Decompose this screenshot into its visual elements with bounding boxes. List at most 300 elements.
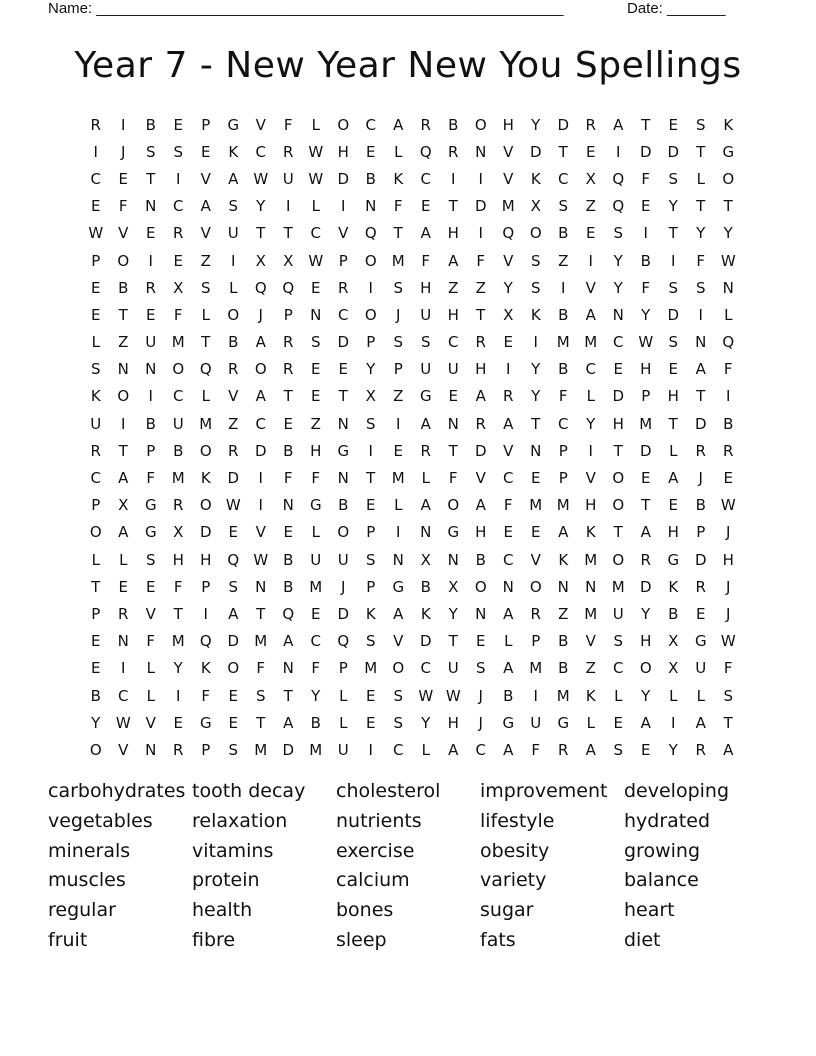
grid-letter[interactable]: H xyxy=(475,523,487,542)
grid-letter[interactable]: F xyxy=(173,577,183,596)
grid-letter[interactable]: Q xyxy=(254,278,267,297)
grid-letter[interactable]: B xyxy=(503,686,514,705)
grid-letter[interactable]: S xyxy=(668,333,679,352)
grid-letter[interactable]: T xyxy=(723,713,733,732)
grid-letter[interactable]: L xyxy=(91,550,100,569)
grid-letter[interactable]: S xyxy=(228,577,239,596)
grid-letter[interactable]: N xyxy=(447,550,459,569)
grid-letter[interactable]: N xyxy=(145,197,157,216)
grid-letter[interactable]: Z xyxy=(310,414,321,433)
grid-letter[interactable]: A xyxy=(420,224,431,243)
grid-letter[interactable]: E xyxy=(723,469,733,488)
grid-letter[interactable]: O xyxy=(199,441,212,460)
grid-letter[interactable]: F xyxy=(283,115,293,134)
grid-letter[interactable]: O xyxy=(227,659,240,678)
grid-letter[interactable]: F xyxy=(531,740,541,759)
grid-letter[interactable]: R xyxy=(695,441,706,460)
grid-letter[interactable]: E xyxy=(503,523,513,542)
grid-letter[interactable]: I xyxy=(671,713,676,732)
grid-letter[interactable]: F xyxy=(448,469,458,488)
grid-letter[interactable]: B xyxy=(173,441,184,460)
grid-letter[interactable]: K xyxy=(585,523,596,542)
grid-letter[interactable]: D xyxy=(474,197,487,216)
grid-letter[interactable]: B xyxy=(558,305,569,324)
grid-letter[interactable]: L xyxy=(339,713,348,732)
grid-letter[interactable]: H xyxy=(667,523,679,542)
grid-letter[interactable]: D xyxy=(337,604,350,623)
grid-letter[interactable]: Y xyxy=(421,713,431,732)
grid-letter[interactable]: R xyxy=(530,604,541,623)
grid-letter[interactable]: J xyxy=(121,142,126,161)
grid-letter[interactable]: D xyxy=(612,387,625,406)
grid-letter[interactable]: E xyxy=(641,197,651,216)
grid-letter[interactable]: P xyxy=(558,469,568,488)
grid-letter[interactable]: H xyxy=(640,360,652,379)
grid-letter[interactable]: H xyxy=(447,224,459,243)
grid-letter[interactable]: K xyxy=(530,305,541,324)
grid-letter[interactable]: U xyxy=(90,414,102,433)
grid-letter[interactable]: V xyxy=(503,251,514,270)
grid-letter[interactable]: C xyxy=(338,305,349,324)
grid-letter[interactable]: C xyxy=(393,740,404,759)
grid-letter[interactable]: I xyxy=(368,278,373,297)
grid-letter[interactable]: A xyxy=(475,496,486,515)
grid-letter[interactable]: N xyxy=(282,496,294,515)
grid-letter[interactable]: V xyxy=(503,441,514,460)
grid-letter[interactable]: R xyxy=(283,360,294,379)
grid-letter[interactable]: R xyxy=(90,441,101,460)
grid-letter[interactable]: Q xyxy=(612,197,625,216)
grid-letter[interactable]: N xyxy=(145,740,157,759)
grid-letter[interactable]: A xyxy=(695,360,706,379)
grid-letter[interactable]: I xyxy=(588,251,593,270)
grid-letter[interactable]: R xyxy=(503,387,514,406)
grid-letter[interactable]: Y xyxy=(668,740,678,759)
grid-letter[interactable]: U xyxy=(337,740,349,759)
grid-letter[interactable]: D xyxy=(667,142,680,161)
grid-letter[interactable]: X xyxy=(668,632,679,651)
grid-letter[interactable]: R xyxy=(723,441,734,460)
grid-letter[interactable]: E xyxy=(283,523,293,542)
grid-letter[interactable]: L xyxy=(91,333,100,352)
grid-letter[interactable]: J xyxy=(698,469,703,488)
grid-letter[interactable]: Y xyxy=(696,224,706,243)
grid-letter[interactable]: F xyxy=(311,469,321,488)
grid-letter[interactable]: Q xyxy=(227,550,240,569)
grid-letter[interactable]: U xyxy=(145,333,157,352)
grid-letter[interactable]: F xyxy=(723,360,733,379)
grid-letter[interactable]: A xyxy=(255,387,266,406)
grid-letter[interactable]: A xyxy=(695,713,706,732)
grid-letter[interactable]: C xyxy=(365,115,376,134)
grid-letter[interactable]: Y xyxy=(448,604,458,623)
grid-letter[interactable]: N xyxy=(255,577,267,596)
grid-letter[interactable]: O xyxy=(89,740,102,759)
grid-letter[interactable]: N xyxy=(585,577,597,596)
grid-letter[interactable]: S xyxy=(393,686,404,705)
grid-letter[interactable]: Q xyxy=(612,169,625,188)
grid-letter[interactable]: C xyxy=(310,224,321,243)
grid-letter[interactable]: H xyxy=(722,550,734,569)
grid-letter[interactable]: T xyxy=(448,632,458,651)
grid-letter[interactable]: T xyxy=(448,441,458,460)
grid-letter[interactable]: V xyxy=(228,387,239,406)
grid-letter[interactable]: I xyxy=(561,278,566,297)
grid-letter[interactable]: Y xyxy=(531,360,541,379)
grid-letter[interactable]: H xyxy=(200,550,212,569)
grid-letter[interactable]: C xyxy=(90,469,101,488)
grid-letter[interactable]: C xyxy=(585,360,596,379)
grid-letter[interactable]: E xyxy=(668,496,678,515)
grid-letter[interactable]: G xyxy=(199,713,212,732)
grid-letter[interactable]: I xyxy=(451,169,456,188)
grid-letter[interactable]: Y xyxy=(723,224,733,243)
grid-letter[interactable]: B xyxy=(695,496,706,515)
grid-letter[interactable]: M xyxy=(391,251,405,270)
grid-letter[interactable]: S xyxy=(695,115,706,134)
grid-letter[interactable]: S xyxy=(393,278,404,297)
grid-letter[interactable]: K xyxy=(585,686,596,705)
grid-letter[interactable]: A xyxy=(283,632,294,651)
grid-letter[interactable]: F xyxy=(173,305,183,324)
grid-letter[interactable]: E xyxy=(283,414,293,433)
grid-letter[interactable]: C xyxy=(173,197,184,216)
grid-letter[interactable]: T xyxy=(283,224,293,243)
grid-letter[interactable]: G xyxy=(309,496,322,515)
grid-letter[interactable]: E xyxy=(476,632,486,651)
grid-letter[interactable]: T xyxy=(256,713,266,732)
grid-letter[interactable]: F xyxy=(146,469,156,488)
grid-letter[interactable]: W xyxy=(225,496,241,515)
grid-letter[interactable]: I xyxy=(286,197,291,216)
grid-letter[interactable]: Z xyxy=(558,251,569,270)
grid-letter[interactable]: A xyxy=(255,333,266,352)
grid-letter[interactable]: E xyxy=(201,142,211,161)
grid-letter[interactable]: O xyxy=(364,251,377,270)
grid-letter[interactable]: V xyxy=(585,632,596,651)
grid-letter[interactable]: T xyxy=(201,333,211,352)
grid-letter[interactable]: S xyxy=(145,550,156,569)
grid-letter[interactable]: V xyxy=(585,469,596,488)
grid-letter[interactable]: X xyxy=(118,496,129,515)
grid-letter[interactable]: F xyxy=(503,496,513,515)
grid-letter[interactable]: T xyxy=(696,197,706,216)
grid-letter[interactable]: N xyxy=(337,469,349,488)
grid-letter[interactable]: Y xyxy=(586,414,596,433)
grid-letter[interactable]: P xyxy=(641,387,651,406)
grid-letter[interactable]: N xyxy=(392,550,404,569)
grid-letter[interactable]: Q xyxy=(199,632,212,651)
grid-letter[interactable]: M xyxy=(584,604,598,623)
grid-letter[interactable]: N xyxy=(475,142,487,161)
grid-letter[interactable]: O xyxy=(117,387,130,406)
grid-letter[interactable]: X xyxy=(173,278,184,297)
grid-letter[interactable]: M xyxy=(309,577,323,596)
grid-letter[interactable]: Q xyxy=(722,333,735,352)
grid-letter[interactable]: S xyxy=(530,251,541,270)
grid-letter[interactable]: S xyxy=(530,278,541,297)
grid-letter[interactable]: S xyxy=(613,224,624,243)
grid-letter[interactable]: J xyxy=(726,577,731,596)
grid-letter[interactable]: L xyxy=(696,169,705,188)
grid-letter[interactable]: U xyxy=(420,360,432,379)
grid-letter[interactable]: Y xyxy=(173,659,183,678)
grid-letter[interactable]: F xyxy=(476,251,486,270)
grid-letter[interactable]: F xyxy=(421,251,431,270)
grid-letter[interactable]: H xyxy=(667,387,679,406)
grid-letter[interactable]: K xyxy=(530,169,541,188)
grid-letter[interactable]: B xyxy=(448,115,459,134)
grid-letter[interactable]: Y xyxy=(311,686,321,705)
grid-letter[interactable]: W xyxy=(720,251,736,270)
grid-letter[interactable]: I xyxy=(231,251,236,270)
grid-letter[interactable]: S xyxy=(668,278,679,297)
grid-letter[interactable]: B xyxy=(558,632,569,651)
grid-letter[interactable]: K xyxy=(668,577,679,596)
grid-letter[interactable]: N xyxy=(282,659,294,678)
grid-letter[interactable]: L xyxy=(201,387,210,406)
grid-letter[interactable]: Y xyxy=(503,278,513,297)
grid-letter[interactable]: L xyxy=(504,632,513,651)
grid-letter[interactable]: T xyxy=(448,197,458,216)
grid-letter[interactable]: V xyxy=(200,169,211,188)
grid-letter[interactable]: W xyxy=(418,686,434,705)
grid-letter[interactable]: V xyxy=(503,142,514,161)
grid-letter[interactable]: B xyxy=(668,604,679,623)
grid-letter[interactable]: I xyxy=(478,169,483,188)
grid-letter[interactable]: G xyxy=(144,523,157,542)
grid-letter[interactable]: B xyxy=(338,496,349,515)
grid-letter[interactable]: U xyxy=(282,169,294,188)
grid-letter[interactable]: P xyxy=(91,496,101,515)
grid-letter[interactable]: C xyxy=(420,659,431,678)
grid-letter[interactable]: U xyxy=(530,713,542,732)
grid-letter[interactable]: U xyxy=(310,550,322,569)
grid-letter[interactable]: E xyxy=(586,142,596,161)
grid-letter[interactable]: O xyxy=(172,360,185,379)
grid-letter[interactable]: S xyxy=(228,197,239,216)
grid-letter[interactable]: T xyxy=(91,577,101,596)
grid-letter[interactable]: J xyxy=(396,305,401,324)
grid-letter[interactable]: R xyxy=(420,115,431,134)
grid-letter[interactable]: D xyxy=(474,441,487,460)
grid-letter[interactable]: I xyxy=(671,251,676,270)
grid-letter[interactable]: A xyxy=(200,197,211,216)
grid-letter[interactable]: G xyxy=(392,577,405,596)
grid-letter[interactable]: R xyxy=(283,333,294,352)
grid-letter[interactable]: R xyxy=(145,278,156,297)
grid-letter[interactable]: U xyxy=(337,550,349,569)
grid-letter[interactable]: J xyxy=(258,305,263,324)
grid-letter[interactable]: S xyxy=(393,333,404,352)
grid-letter[interactable]: B xyxy=(228,333,239,352)
grid-letter[interactable]: E xyxy=(613,360,623,379)
grid-letter[interactable]: X xyxy=(503,305,514,324)
grid-letter[interactable]: A xyxy=(228,169,239,188)
grid-letter[interactable]: H xyxy=(447,305,459,324)
grid-letter[interactable]: U xyxy=(612,604,624,623)
grid-letter[interactable]: M xyxy=(254,632,268,651)
grid-letter[interactable]: B xyxy=(558,360,569,379)
grid-letter[interactable]: D xyxy=(639,142,652,161)
grid-letter[interactable]: Z xyxy=(558,604,569,623)
grid-letter[interactable]: I xyxy=(341,197,346,216)
grid-letter[interactable]: T xyxy=(283,387,293,406)
grid-letter[interactable]: A xyxy=(503,604,514,623)
grid-letter[interactable]: V xyxy=(255,115,266,134)
grid-letter[interactable]: I xyxy=(506,360,511,379)
grid-letter[interactable]: O xyxy=(529,577,542,596)
grid-letter[interactable]: A xyxy=(668,469,679,488)
grid-letter[interactable]: I xyxy=(396,414,401,433)
grid-letter[interactable]: D xyxy=(694,414,707,433)
grid-letter[interactable]: B xyxy=(365,169,376,188)
grid-letter[interactable]: E xyxy=(366,142,376,161)
grid-letter[interactable]: I xyxy=(148,251,153,270)
grid-letter[interactable]: E xyxy=(146,224,156,243)
grid-letter[interactable]: O xyxy=(612,550,625,569)
grid-letter[interactable]: T xyxy=(283,686,293,705)
grid-letter[interactable]: V xyxy=(255,523,266,542)
grid-letter[interactable]: T xyxy=(723,197,733,216)
grid-letter[interactable]: A xyxy=(640,523,651,542)
grid-letter[interactable]: S xyxy=(613,632,624,651)
grid-letter[interactable]: F xyxy=(393,197,403,216)
grid-letter[interactable]: E xyxy=(311,278,321,297)
grid-letter[interactable]: A xyxy=(393,604,404,623)
grid-letter[interactable]: E xyxy=(421,197,431,216)
grid-letter[interactable]: R xyxy=(118,604,129,623)
grid-letter[interactable]: O xyxy=(392,659,405,678)
grid-letter[interactable]: Z xyxy=(448,278,459,297)
grid-letter[interactable]: G xyxy=(447,523,460,542)
grid-letter[interactable]: G xyxy=(694,632,707,651)
grid-letter[interactable]: A xyxy=(723,740,734,759)
grid-letter[interactable]: A xyxy=(558,523,569,542)
grid-letter[interactable]: L xyxy=(201,305,210,324)
grid-letter[interactable]: S xyxy=(228,740,239,759)
grid-letter[interactable]: I xyxy=(588,441,593,460)
grid-letter[interactable]: T xyxy=(118,441,128,460)
grid-letter[interactable]: I xyxy=(121,115,126,134)
grid-letter[interactable]: T xyxy=(641,115,651,134)
grid-letter[interactable]: N xyxy=(612,305,624,324)
grid-letter[interactable]: C xyxy=(558,169,569,188)
grid-letter[interactable]: I xyxy=(698,305,703,324)
grid-letter[interactable]: B xyxy=(118,278,129,297)
grid-letter[interactable]: V xyxy=(503,169,514,188)
grid-letter[interactable]: N xyxy=(337,414,349,433)
grid-letter[interactable]: S xyxy=(668,169,679,188)
grid-letter[interactable]: T xyxy=(256,224,266,243)
grid-letter[interactable]: L xyxy=(394,142,403,161)
grid-letter[interactable]: P xyxy=(393,360,403,379)
grid-letter[interactable]: Y xyxy=(668,197,678,216)
grid-letter[interactable]: Q xyxy=(364,224,377,243)
grid-letter[interactable]: Y xyxy=(613,251,623,270)
grid-letter[interactable]: N xyxy=(695,333,707,352)
grid-letter[interactable]: E xyxy=(366,713,376,732)
grid-letter[interactable]: Z xyxy=(228,414,239,433)
grid-letter[interactable]: I xyxy=(368,740,373,759)
grid-letter[interactable]: P xyxy=(366,577,376,596)
grid-letter[interactable]: G xyxy=(337,441,350,460)
grid-letter[interactable]: T xyxy=(668,224,678,243)
grid-letter[interactable]: V xyxy=(393,632,404,651)
grid-letter[interactable]: H xyxy=(585,496,597,515)
grid-letter[interactable]: U xyxy=(447,659,459,678)
grid-letter[interactable]: F xyxy=(201,686,211,705)
grid-letter[interactable]: M xyxy=(254,740,268,759)
grid-letter[interactable]: S xyxy=(365,632,376,651)
grid-letter[interactable]: B xyxy=(145,115,156,134)
grid-letter[interactable]: E xyxy=(393,441,403,460)
grid-letter[interactable]: I xyxy=(643,224,648,243)
grid-letter[interactable]: T xyxy=(146,169,156,188)
grid-letter[interactable]: L xyxy=(119,550,128,569)
grid-letter[interactable]: I xyxy=(203,604,208,623)
grid-letter[interactable]: Z xyxy=(585,197,596,216)
grid-letter[interactable]: M xyxy=(364,659,378,678)
grid-letter[interactable]: I xyxy=(121,659,126,678)
grid-letter[interactable]: D xyxy=(667,305,680,324)
grid-letter[interactable]: Z xyxy=(118,333,129,352)
grid-letter[interactable]: N xyxy=(447,414,459,433)
grid-letter[interactable]: E xyxy=(91,197,101,216)
grid-letter[interactable]: M xyxy=(199,414,213,433)
grid-letter[interactable]: O xyxy=(337,115,350,134)
grid-letter[interactable]: K xyxy=(228,142,239,161)
grid-letter[interactable]: B xyxy=(640,251,651,270)
grid-letter[interactable]: Y xyxy=(91,713,101,732)
grid-letter[interactable]: E xyxy=(118,577,128,596)
grid-letter[interactable]: S xyxy=(723,686,734,705)
grid-letter[interactable]: M xyxy=(171,333,185,352)
grid-letter[interactable]: R xyxy=(173,740,184,759)
grid-letter[interactable]: E xyxy=(91,632,101,651)
grid-letter[interactable]: P xyxy=(201,115,211,134)
grid-letter[interactable]: K xyxy=(365,604,376,623)
grid-letter[interactable]: L xyxy=(311,115,320,134)
grid-letter[interactable]: R xyxy=(173,496,184,515)
grid-letter[interactable]: E xyxy=(668,360,678,379)
grid-letter[interactable]: C xyxy=(255,142,266,161)
grid-letter[interactable]: L xyxy=(614,686,623,705)
grid-letter[interactable]: T xyxy=(613,441,623,460)
grid-letter[interactable]: E xyxy=(503,333,513,352)
grid-letter[interactable]: C xyxy=(118,686,129,705)
grid-letter[interactable]: G xyxy=(502,713,515,732)
grid-letter[interactable]: E xyxy=(448,387,458,406)
grid-letter[interactable]: R xyxy=(90,115,101,134)
grid-letter[interactable]: W xyxy=(720,632,736,651)
grid-letter[interactable]: P xyxy=(283,305,293,324)
grid-letter[interactable]: A xyxy=(420,414,431,433)
grid-letter[interactable]: O xyxy=(227,305,240,324)
grid-letter[interactable]: R xyxy=(640,550,651,569)
grid-letter[interactable]: Q xyxy=(419,142,432,161)
grid-letter[interactable]: L xyxy=(146,659,155,678)
grid-letter[interactable]: R xyxy=(475,414,486,433)
grid-letter[interactable]: K xyxy=(420,604,431,623)
grid-letter[interactable]: X xyxy=(365,387,376,406)
grid-letter[interactable]: L xyxy=(311,197,320,216)
grid-letter[interactable]: H xyxy=(502,115,514,134)
grid-letter[interactable]: S xyxy=(365,414,376,433)
grid-letter[interactable]: J xyxy=(478,713,483,732)
grid-letter[interactable]: R xyxy=(338,278,349,297)
grid-letter[interactable]: T xyxy=(613,523,623,542)
